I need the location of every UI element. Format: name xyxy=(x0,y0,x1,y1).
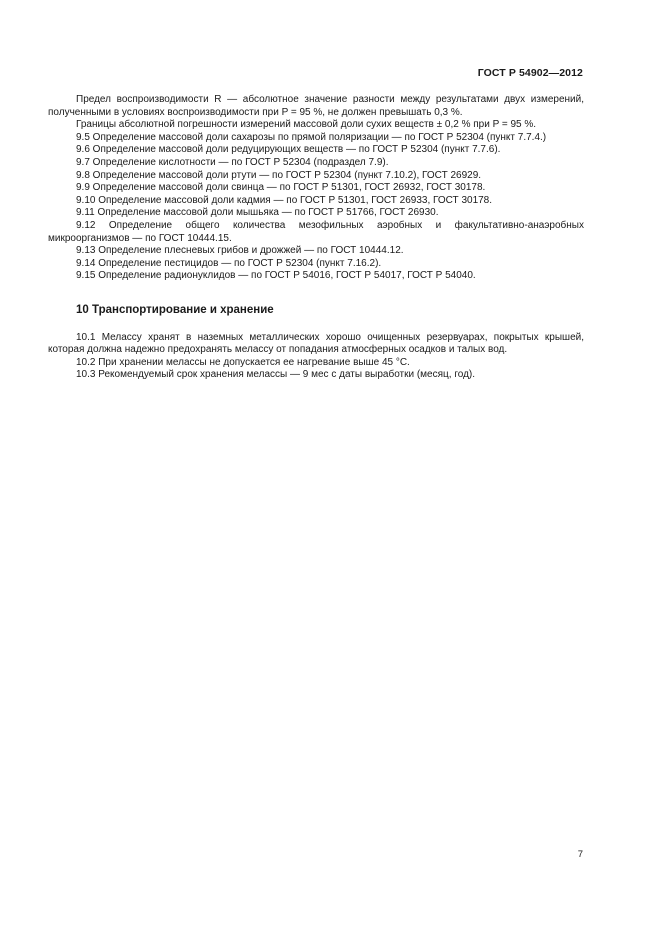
document-body xyxy=(48,94,584,382)
paragraph: 9.8 Определение массовой доли ртути — по ГОСТ Р 52304 (пункт 7.10.2), ГОСТ 26929. xyxy=(76,169,482,181)
paragraph: 9.13 Определение плесневых грибов и дрожжей — по ГОСТ 10444.12. xyxy=(76,245,404,257)
paragraph: 10.1 Мелассу хранят в наземных металлических хорошо очищенных резервуарах, покрытых крышей, которая должна надежно предохранять мелассу от попадания атмосферных осадков и талых вод. xyxy=(48,331,584,356)
paragraph: 9.15 Определение радионуклидов — по ГОСТ Р 54016, ГОСТ Р 54017, ГОСТ Р 54040. xyxy=(76,270,476,282)
paragraph: 9.9 Определение массовой доли свинца — по ГОСТ Р 51301, ГОСТ 26932, ГОСТ 30178. xyxy=(76,182,486,194)
paragraph: 10.3 Рекомендуемый срок хранения мелассы — 9 мес с даты выработки (месяц, год). xyxy=(76,369,476,381)
page-number: 7 xyxy=(577,849,583,860)
paragraph: Границы абсолютной погрешности измерений массовой доли сухих веществ ± 0,2 % при P = 95 %. xyxy=(76,119,537,131)
section-title: 10 Транспортирование и хранение xyxy=(76,303,274,316)
paragraph: 9.14 Определение пестицидов — по ГОСТ Р 52304 (пункт 7.16.2). xyxy=(76,257,382,269)
paragraph: 9.6 Определение массовой доли редуцирующих веществ — по ГОСТ Р 52304 (пункт 7.7.6). xyxy=(76,144,501,156)
paragraph: 9.5 Определение массовой доли сахарозы по прямой поляризации — по ГОСТ Р 52304 (пункт 7.7.4.) xyxy=(76,131,547,143)
document-number: ГОСТ Р 54902—2012 xyxy=(477,67,583,79)
paragraph: 9.12 Определение общего количества мезофильных аэробных и факультативно-анаэробных микроорганизмов — по ГОСТ 10444.15. xyxy=(48,219,584,244)
paragraph: Предел воспроизводимости R — абсолютное значение разности между результатами двух измерений, полученными в условиях воспроизводимости при P = 95 %, не должен превышать 0,3 %. xyxy=(48,94,584,118)
paragraph: 9.7 Определение кислотности — по ГОСТ Р 52304 (подраздел 7.9). xyxy=(76,156,389,168)
paragraph: 10.2 При хранении мелассы не допускается ее нагревание выше 45 °С. xyxy=(76,356,410,368)
paragraph: 9.11 Определение массовой доли мышьяка — по ГОСТ Р 51766, ГОСТ 26930. xyxy=(76,207,439,219)
paragraph: 9.10 Определение массовой доли кадмия — по ГОСТ Р 51301, ГОСТ 26933, ГОСТ 30178. xyxy=(76,194,493,206)
